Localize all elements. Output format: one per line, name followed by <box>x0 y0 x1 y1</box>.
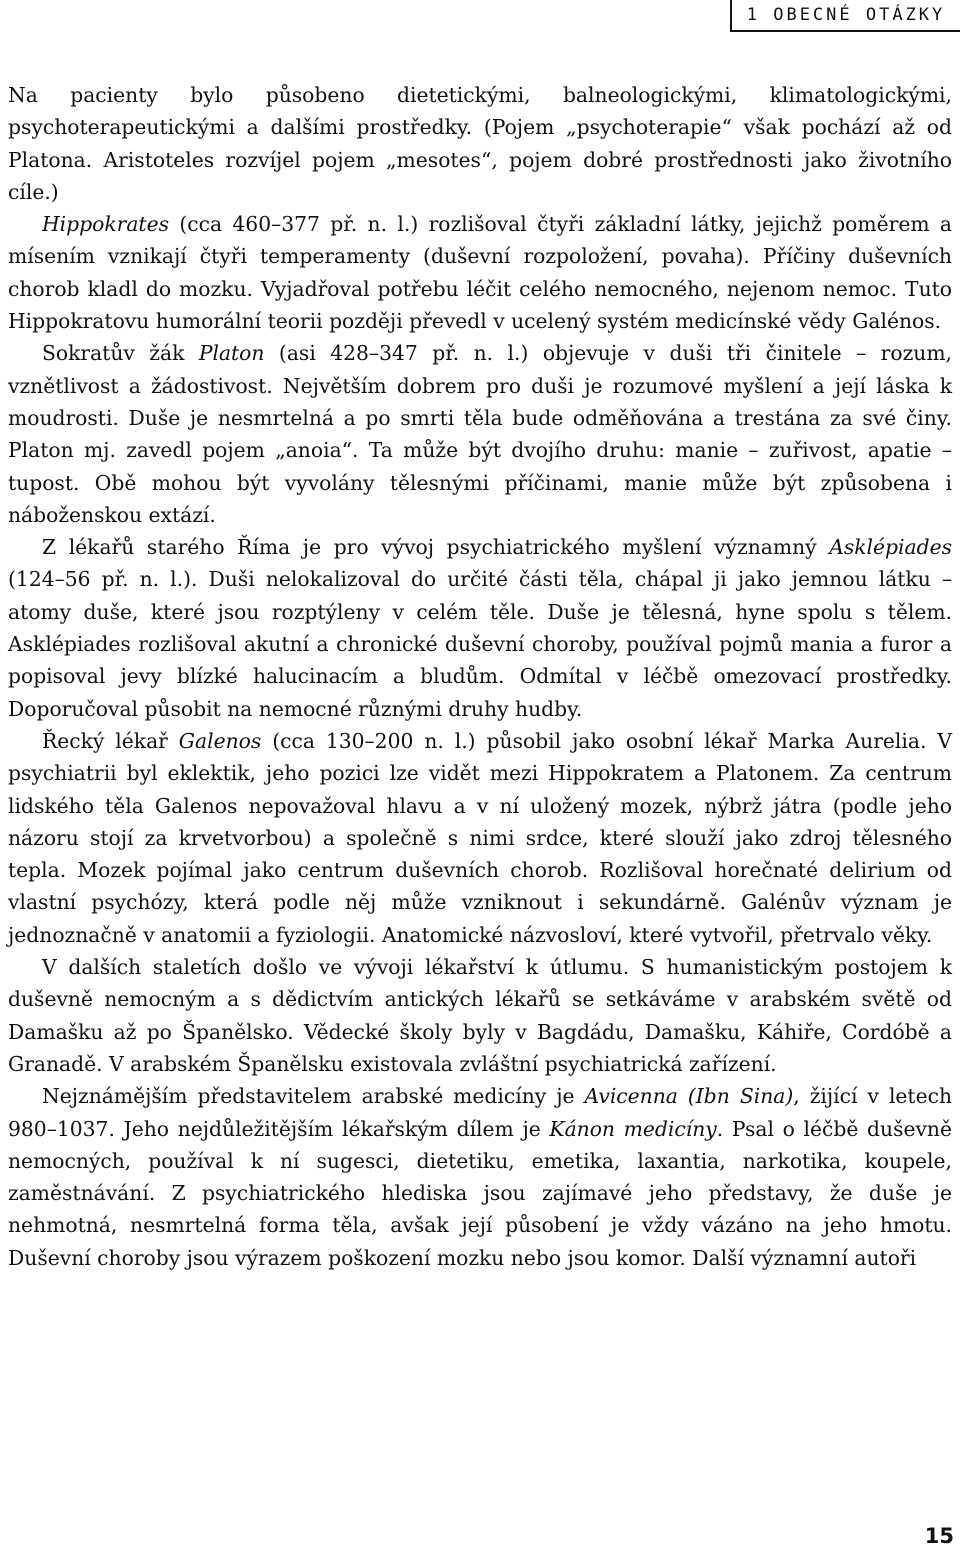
text-run: Na pacienty bylo působeno dietetickými, balneologickými, klimatologickými, psychoterapeutickými a dalšími prostředky. (Pojem „psychoterapie“ však pochází až od Platona. Aristoteles rozvíjel pojem „mesotes“, pojem dobré prostřednosti jako životního cíle.) <box>8 83 952 204</box>
text-run: Sokratův žák <box>42 341 199 366</box>
italic-term: Avicenna (Ibn Sina) <box>584 1084 794 1109</box>
text-run: V dalších staletích došlo ve vývoji lékařství k útlumu. S humanistickým postojem k duševně nemocným a s dědictvím antických lékařů se setkáváme v arabském světě od Damašku až po Španělsko. Vědecké školy byly v Bagdádu, Damašku, Káhiře, Cordóbě a Granadě. V arabském Španělsku existovala zvláštní psychiatrická zařízení. <box>8 955 952 1076</box>
paragraph <box>8 79 952 208</box>
paragraph <box>8 1080 952 1274</box>
paragraph <box>8 208 952 337</box>
text-run: . Psal o léčbě duševně nemocných, používal k ní sugesci, dietetiku, emetika, laxantia, narkotika, koupele, zaměstnávání. Z psychiatrického hlediska jsou zajímavé jeho představy, že duše je nehmotná, nesmrtelná forma těla, avšak její působení je vždy vázáno na jeho hmotu. Duševní choroby jsou výrazem poškození mozku nebo jsou komor. Další významní autoři <box>8 1116 953 1270</box>
text-run: Nejznámějším představitelem arabské medicíny je <box>42 1084 585 1109</box>
paragraph <box>8 725 952 951</box>
paragraph <box>8 337 952 531</box>
text-run: (cca 460–377 př. n. l.) rozlišoval čtyři základní látky, jejichž poměrem a mísením vznikají čtyři temperamenty (duševní rozpoložení, povaha). Příčiny duševních chorob kladl do mozku. Vyjadřoval potřebu léčit celého nemocného, nejenom nemoc. Tuto Hippokratovu humorální teorii později převedl v ucelený systém medicínské vědy Galénos. <box>8 212 952 334</box>
chapter-title: OBECNÉ OTÁZKY <box>773 5 946 25</box>
text-run: (asi 428–347 př. n. l.) objevuje v duši tři činitele – rozum, vznětlivost a žádostivost. Největším dobrem pro duši je rozumové myšlení a její láska k moudrosti. Duše je nesmrtelná a po smrti těla bude odměňována a trestána za své činy. Platon mj. zavedl pojem „anoia“. Ta může být dvojího druhu: manie – zuřivost, apatie – tupost. Obě mohou být vyvolány tělesnými příčinami, manie může být způsobena i náboženskou extází. <box>8 341 953 527</box>
page-number: 15 <box>924 1524 954 1548</box>
text-run: Z lékařů starého Říma je pro vývoj psychiatrického myšlení významný <box>42 535 830 560</box>
paragraph <box>8 951 952 1080</box>
italic-term: Hippokrates <box>42 212 169 237</box>
chapter-number: 1 <box>746 5 760 25</box>
text-run: Řecký lékař <box>42 728 179 753</box>
italic-term: Kánon medicíny <box>549 1116 717 1141</box>
paragraph <box>8 531 952 725</box>
italic-term: Asklépiades <box>829 535 952 560</box>
text-run: (124–56 př. n. l.). Duši nelokalizoval do určité části těla, chápal ji jako jemnou látku – atomy duše, které jsou rozptýleny v celém těle. Duše je tělesná, hyne spolu s tělem. Asklépiades rozlišoval akutní a chronické duševní choroby, používal pojmů mania a furor a popisoval jevy blízké halucinacím a bludům. Odmítal v léčbě omezovací prostředky. Doporučoval působit na nemocné různými druhy hudby. <box>8 567 952 721</box>
italic-term: Platon <box>198 341 265 366</box>
text-run: (cca 130–200 n. l.) působil jako osobní lékař Marka Aurelia. V psychiatrii byl eklektik, jeho pozici lze vidět mezi Hippokratem a Platonem. Za centrum lidského těla Galenos nepovažoval hlavu a v ní uložený mozek, nýbrž játra (podle jeho názoru stojí za krvetvorbou) a společně s nimi srdce, které slouží jako zdroj tělesného tepla. Mozek pojímal jako centrum duševních chorob. Rozlišoval horečnaté delirium od vlastní psychózy, která podle něj může vzniknout i sekundárně. Galénův význam je jednoznačně v anatomii a fyziologii. Anatomické názvosloví, které vytvořil, přetrvalo věky. <box>8 728 952 947</box>
body-text <box>8 79 952 1274</box>
running-header <box>730 0 960 32</box>
italic-term: Galenos <box>178 728 262 753</box>
text-run: , žijící v letech 980–1037. Jeho nejdůležitějším lékařským dílem je <box>8 1084 953 1141</box>
